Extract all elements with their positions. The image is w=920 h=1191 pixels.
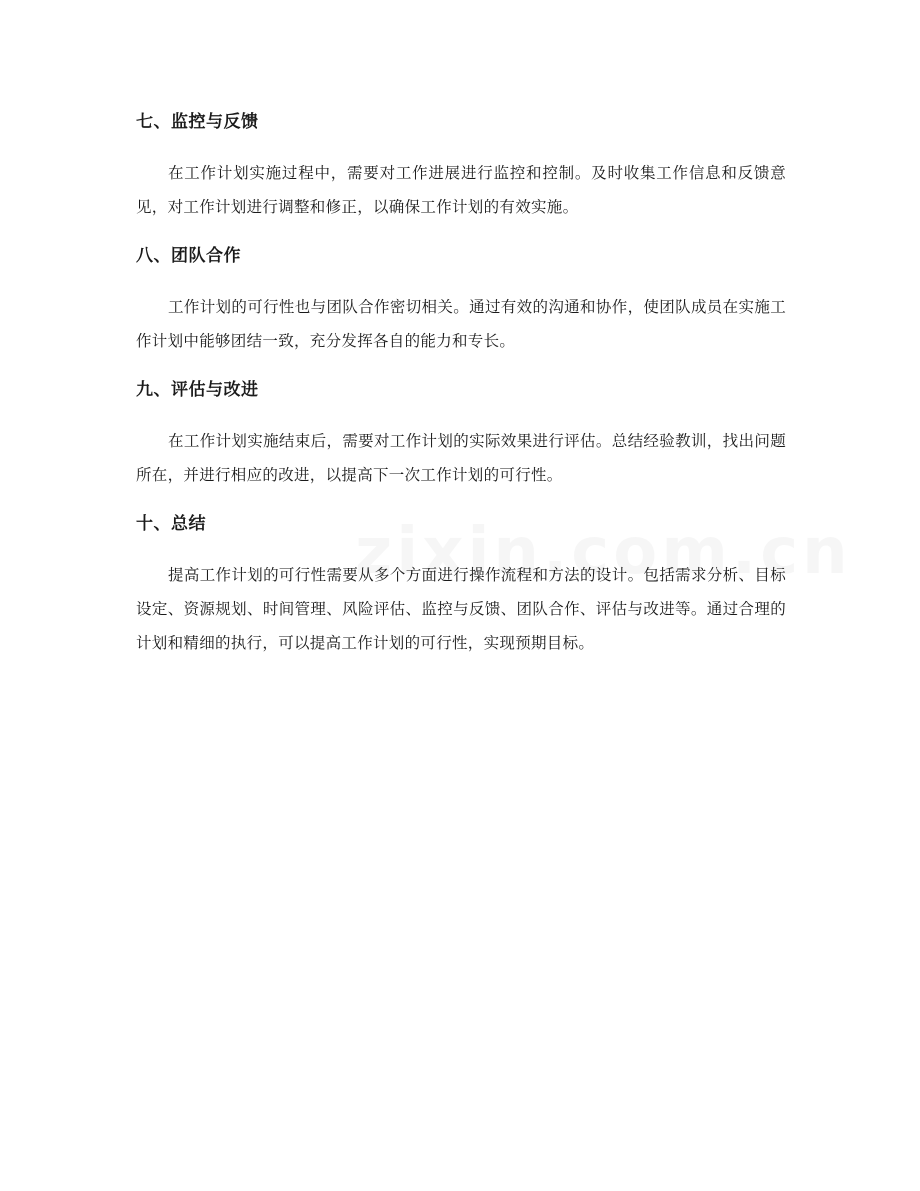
section-summary: [136, 510, 786, 660]
section-monitoring-feedback: [136, 108, 786, 224]
section-heading: 九、评估与改进: [136, 380, 259, 400]
document-content: [136, 108, 786, 678]
section-team-cooperation: [136, 242, 786, 358]
section-paragraph: 工作计划的可行性也与团队合作密切相关。通过有效的沟通和协作，使团队成员在实施工作计划中能够团结一致，充分发挥各自的能力和专长。: [136, 298, 786, 350]
section-heading: 七、监控与反馈: [136, 112, 259, 132]
section-evaluation-improvement: [136, 376, 786, 492]
section-heading: 八、团队合作: [136, 246, 241, 266]
section-paragraph: 提高工作计划的可行性需要从多个方面进行操作流程和方法的设计。包括需求分析、目标设定、资源规划、时间管理、风险评估、监控与反馈、团队合作、评估与改进等。通过合理的计划和精细的执行，可以提高工作计划的可行性，实现预期目标。: [136, 566, 786, 652]
section-heading: 十、总结: [136, 514, 206, 534]
section-paragraph: 在工作计划实施过程中，需要对工作进展进行监控和控制。及时收集工作信息和反馈意见，对工作计划进行调整和修正，以确保工作计划的有效实施。: [136, 164, 786, 216]
section-paragraph: 在工作计划实施结束后，需要对工作计划的实际效果进行评估。总结经验教训，找出问题所在，并进行相应的改进，以提高下一次工作计划的可行性。: [136, 432, 786, 484]
